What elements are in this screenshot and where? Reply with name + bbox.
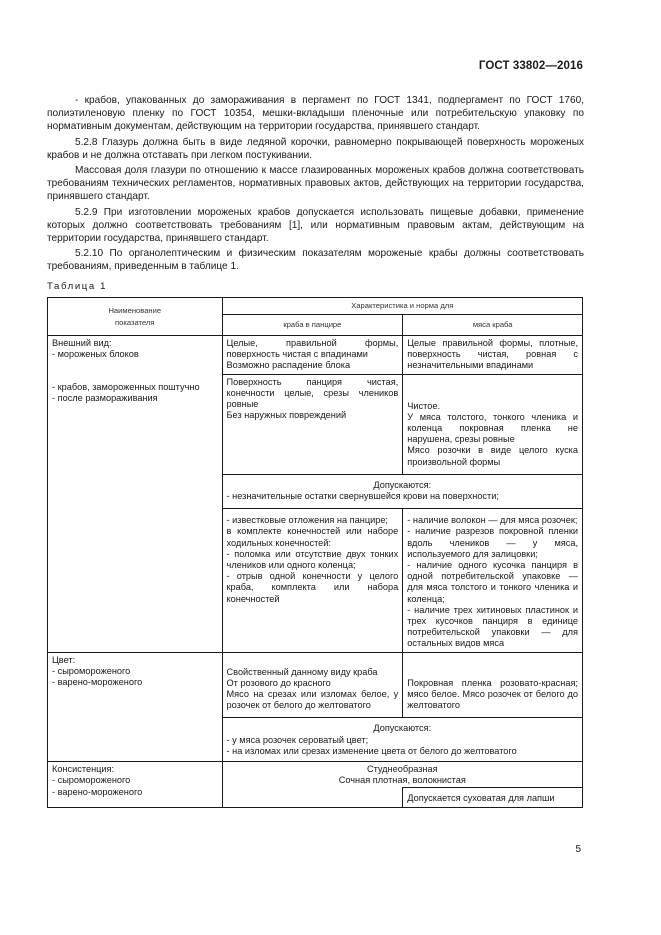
table-caption: Таблица 1 xyxy=(47,281,108,292)
requirements-table xyxy=(47,297,583,808)
consistency-meat-note: Допускается суховатая для лапши xyxy=(403,787,583,807)
appearance-allowed-shell: - известковые отложения на панцире; в комплекте конечностей или наборе ходильных конечностей: - поломка или отсутствие двух тонких члеников или одного коленца; - отрыв одной конечности у целого краба, комплекта или набора конечностей xyxy=(222,509,403,652)
appearance-blocks-meat: Целые правильной формы, плотные, поверхность чистая, ровная с незначительными впадинами xyxy=(403,336,583,375)
color-allowed xyxy=(222,718,582,762)
paragraph-5-2-8: 5.2.8 Глазурь должна быть в виде ледяной корочки, равномерно покрывающей поверхность мороженых крабов и не должна отставать при легком постукивании. xyxy=(47,136,584,161)
header-shell: краба в панцире xyxy=(222,315,403,336)
color-meat: Покровная пленка розовато-красная; мясо белое. Мясо розочек от белого до желтоватого xyxy=(403,652,583,718)
header-meat: мяса краба xyxy=(403,315,583,336)
appearance-piece-label: - крабов, замороженных поштучно - после размораживания xyxy=(48,374,223,652)
consistency-label: Консистенция: - сыромороженого - варено-мороженого xyxy=(48,762,223,807)
appearance-blocks-shell: Целые, правильной формы, поверхность чистая с впадинами Возможно распадение блока xyxy=(222,336,403,375)
appearance-allowed-common: - незначительные остатки свернувшейся крови на поверхности; xyxy=(226,491,499,502)
page-number: 5 xyxy=(575,844,581,855)
color-shell: Свойственный данному виду краба От розового до красного Мясо на срезах или изломах белое, у розочек от белого до желтоватого xyxy=(222,652,403,718)
paragraph-glaze-share: Массовая доля глазури по отношению к массе глазированных мороженых крабов должна соответствовать требованиям технических регламентов, нормативных правовых актов, действующих на территории государства, принявшего стандарт. xyxy=(47,165,584,203)
paragraph-5-2-9: 5.2.9 При изготовлении мороженых крабов допускается использовать пищевые добавки, применение которых должно соответствовать требованиям [1], или нормативным правовым актам, действующим на территории государства, принявшего стандарт. xyxy=(47,206,584,245)
color-label: Цвет: - сыромороженого - варено-мороженого xyxy=(48,652,223,761)
appearance-allowed xyxy=(222,474,582,508)
appearance-allowed-title: Допускаются: xyxy=(373,479,432,490)
paragraph-5-2-10: 5.2.10 По органолептическим и физическим показателям мороженые крабы должны соответствовать требованиям, приведенным в таблице 1. xyxy=(47,248,584,273)
consistency-shell-empty xyxy=(222,787,403,807)
consistency-values xyxy=(222,762,582,787)
appearance-allowed-meat: - наличие волокон — для мяса розочек; - наличие разрезов покровной пленки вдоль члеников — у мяса, используемого для залицовки; - наличие одного кусочка панциря в одной потребительской упаковке — для мяса толстого и тонкого членика и коленца; - наличие трех хитиновых пластинок и трех кусочков панциря в единице потребительской упаковки — для остальных видов мяса xyxy=(403,509,583,652)
consistency-raw: Студнеобразная xyxy=(366,764,438,775)
color-allowed-list: - у мяса розочек сероватый цвет; - на изломах или срезах изменение цвета от белого до желтоватого xyxy=(226,734,517,756)
body-text xyxy=(47,94,584,276)
appearance-piece-meat: Чистое. У мяса толстого, тонкого членика и коленца покровная пленка не нарушена, срезы ровные Мясо розочки в виде целого куска произвольной формы xyxy=(403,374,583,474)
standard-header: ГОСТ 33802—2016 xyxy=(478,60,583,72)
appearance-label: Внешний вид: - мороженых блоков xyxy=(48,336,223,375)
color-allowed-title: Допускаются: xyxy=(373,723,432,734)
consistency-cooked: Сочная плотная, волокнистая xyxy=(338,775,466,786)
header-characteristic: Характеристика и норма для xyxy=(222,298,582,315)
appearance-piece-shell: Поверхность панциря чистая, конечности целые, срезы члеников ровные Без наружных повреждений xyxy=(222,374,403,474)
header-indicator: Наименование показателя xyxy=(48,298,223,336)
paragraph-packaging: - крабов, упакованных до замораживания в пергамент по ГОСТ 1341, подпергамент по ГОСТ 1760, полиэтиленовую пленку по ГОСТ 10354, мешки-вкладыши пленочные или потребительскую упаковку по нормативным документам, действующим на территории государства, принявшего стандарт. xyxy=(47,95,584,133)
